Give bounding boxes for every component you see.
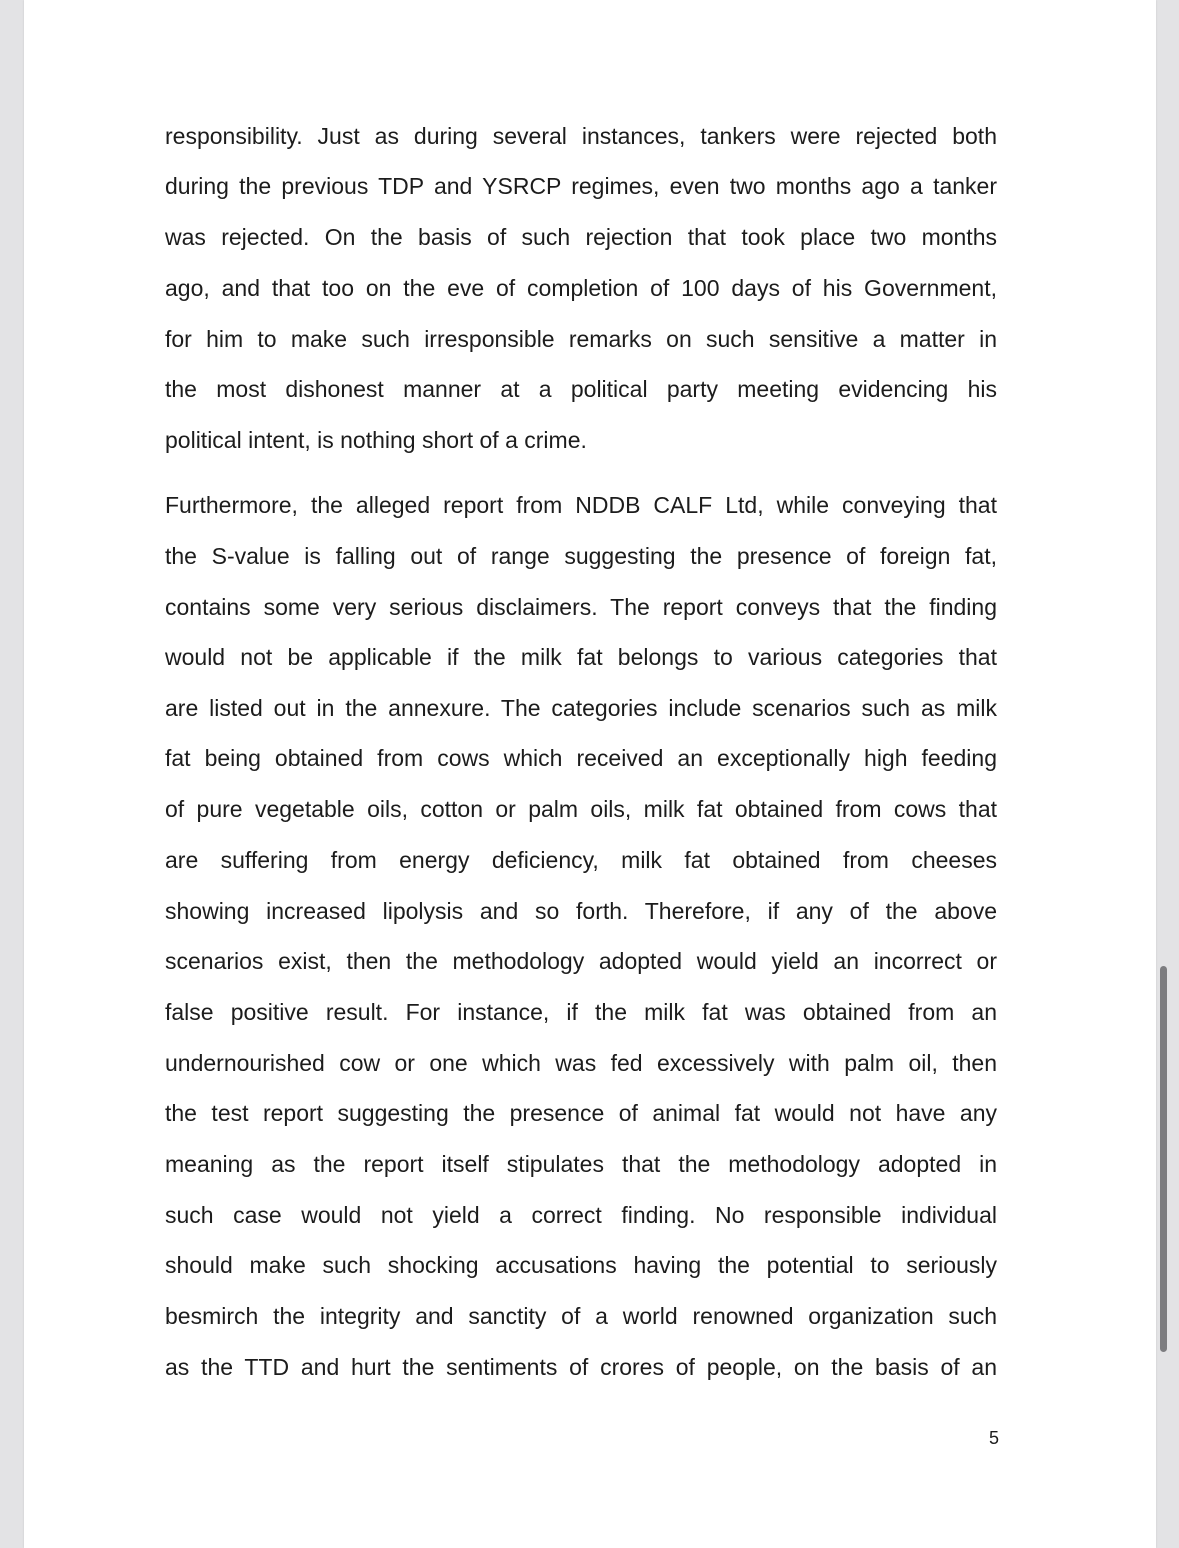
document-page — [24, 0, 1156, 1548]
text-line: the most dishonest manner at a political party meeting evidencing his — [165, 376, 997, 402]
text-line: responsibility. Just as during several instances, tankers were rejected both — [165, 123, 997, 149]
text-line: scenarios exist, then the methodology adopted would yield an incorrect or — [165, 948, 997, 974]
text-line: fat being obtained from cows which received an exceptionally high feeding — [165, 745, 997, 771]
text-line: contains some very serious disclaimers. The report conveys that the finding — [165, 594, 997, 620]
text-line: false positive result. For instance, if the milk fat was obtained from an — [165, 999, 997, 1025]
text-line: as the TTD and hurt the sentiments of crores of people, on the basis of an — [165, 1354, 997, 1380]
text-line: of pure vegetable oils, cotton or palm oils, milk fat obtained from cows that — [165, 796, 997, 822]
vertical-scrollbar[interactable] — [1160, 966, 1167, 1352]
text-line: Furthermore, the alleged report from NDDB CALF Ltd, while conveying that — [165, 492, 997, 518]
text-line: the S-value is falling out of range suggesting the presence of foreign fat, — [165, 543, 997, 569]
text-line: should make such shocking accusations having the potential to seriously — [165, 1252, 997, 1278]
text-line: besmirch the integrity and sanctity of a world renowned organization such — [165, 1303, 997, 1329]
page-number: 5 — [988, 1428, 999, 1448]
text-line: undernourished cow or one which was fed excessively with palm oil, then — [165, 1050, 997, 1076]
text-line: during the previous TDP and YSRCP regimes, even two months ago a tanker — [165, 173, 997, 199]
text-line: meaning as the report itself stipulates that the methodology adopted in — [165, 1151, 997, 1177]
text-line: for him to make such irresponsible remarks on such sensitive a matter in — [165, 326, 997, 352]
text-line: the test report suggesting the presence of animal fat would not have any — [165, 1100, 997, 1126]
text-line: would not be applicable if the milk fat belongs to various categories that — [165, 644, 997, 670]
text-line: was rejected. On the basis of such rejection that took place two months — [165, 224, 997, 250]
text-line: are suffering from energy deficiency, milk fat obtained from cheeses — [165, 847, 997, 873]
text-line: are listed out in the annexure. The categories include scenarios such as milk — [165, 695, 997, 721]
text-line: political intent, is nothing short of a crime. — [165, 427, 587, 453]
text-line: showing increased lipolysis and so forth. Therefore, if any of the above — [165, 898, 997, 924]
text-line: ago, and that too on the eve of completion of 100 days of his Government, — [165, 275, 997, 301]
text-line: such case would not yield a correct finding. No responsible individual — [165, 1202, 997, 1228]
